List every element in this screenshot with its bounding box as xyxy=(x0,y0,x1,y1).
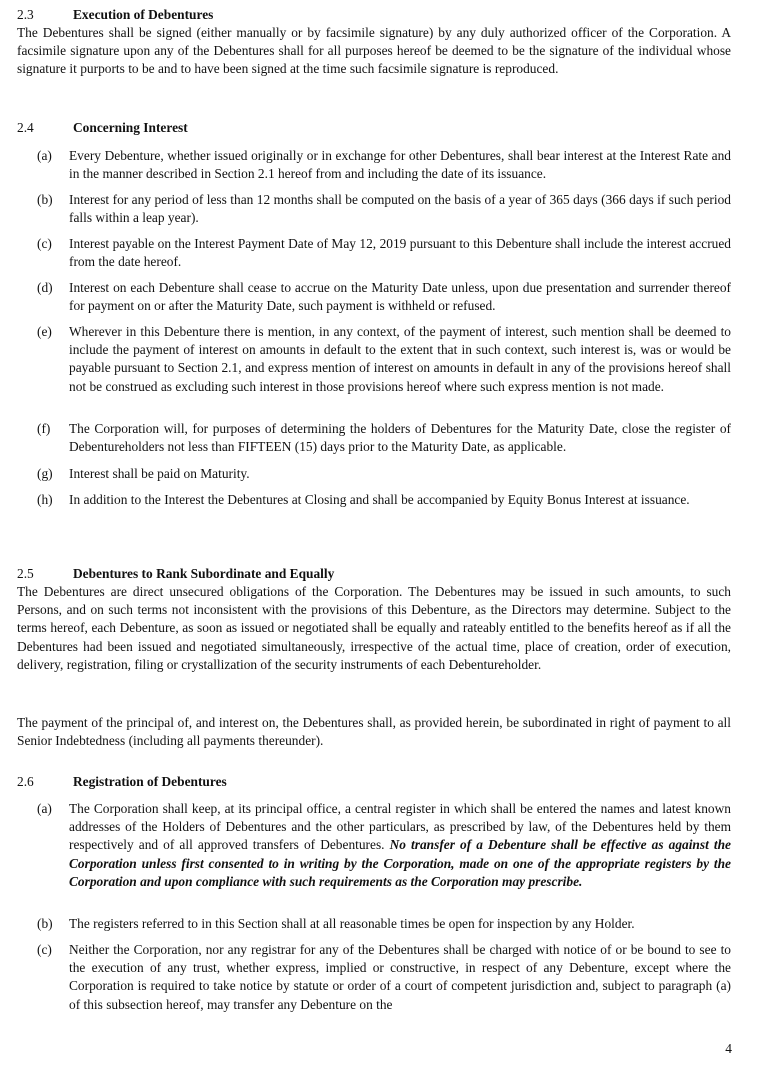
list-item xyxy=(37,279,731,315)
section-2-6-heading xyxy=(17,773,227,791)
section-2-3-heading xyxy=(17,6,213,24)
item-text-plain: The Corporation shall keep, at its principal office, a central register in which shall be entered the names and latest known addresses of the Holders of Debentures and the other particulars, as prescribed by law, of the Debentures held by them respectively and of all approved transfers of Debentures. xyxy=(69,801,731,853)
item-text: Every Debenture, whether issued originally or in exchange for other Debentures, shall bear interest at the Interest Rate and in the manner described in Section 2.1 hereof from and including the date of its issuance. xyxy=(69,148,731,182)
list-item xyxy=(37,941,731,1014)
item-label: (a) xyxy=(37,148,52,163)
item-label: (d) xyxy=(37,280,53,295)
section-2-5-subordination: The payment of the principal of, and interest on, the Debentures shall, as provided herein, be subordinated in right of payment to all Senior Indebtedness (including all payments thereunder). xyxy=(17,715,731,749)
section-number: 2.3 xyxy=(17,7,34,22)
list-item xyxy=(37,323,731,396)
list-item xyxy=(37,465,731,483)
item-text xyxy=(69,800,731,891)
list-item xyxy=(37,800,731,891)
item-text: The registers referred to in this Section shall at all reasonable times be open for inspection by any Holder. xyxy=(69,916,635,931)
section-number: 2.4 xyxy=(17,120,34,135)
item-text: In addition to the Interest the Debentures at Closing and shall be accompanied by Equity Bonus Interest at issuance. xyxy=(69,492,690,507)
section-number: 2.5 xyxy=(17,566,34,581)
item-label: (e) xyxy=(37,324,52,339)
section-number: 2.6 xyxy=(17,774,34,789)
item-label: (b) xyxy=(37,916,53,931)
list-item xyxy=(37,235,731,271)
section-title: Debentures to Rank Subordinate and Equally xyxy=(73,566,335,581)
item-label: (f) xyxy=(37,421,51,436)
item-label: (b) xyxy=(37,192,53,207)
list-item xyxy=(37,915,731,933)
list-item xyxy=(37,420,731,456)
item-text: Wherever in this Debenture there is mention, in any context, of the payment of interest, such mention shall be deemed to include the payment of interest on amounts in default to the extent that in such context, such interest is, was or would be payable pursuant to Section 2.1, and express mention of interest on amounts in default in any of the provisions hereof shall not be construed as excluding such interest in those provisions hereof where such express mention is not made. xyxy=(69,324,731,394)
list-item xyxy=(37,147,731,183)
item-text: Interest on each Debenture shall cease to accrue on the Maturity Date unless, upon due presentation and surrender thereof for payment on or after the Maturity Date, such payment is withheld or refused. xyxy=(69,280,731,314)
list-item xyxy=(37,191,731,227)
page-number: 4 xyxy=(725,1041,732,1056)
section-2-3-body: The Debentures shall be signed (either manually or by facsimile signature) by any duly authorized officer of the Corporation. A facsimile signature upon any of the Debentures shall for all purposes hereof be deemed to be the signature of the individual whose signature it purports to be and to have been signed at the time such facsimile signature is reproduced. xyxy=(17,25,731,77)
item-label: (c) xyxy=(37,236,52,251)
item-text: Interest shall be paid on Maturity. xyxy=(69,466,250,481)
item-label: (a) xyxy=(37,801,52,816)
item-text: The Corporation will, for purposes of determining the holders of Debentures for the Maturity Date, close the register of Debentureholders not less than FIFTEEN (15) days prior to the Maturity Date, as applicable. xyxy=(69,421,731,455)
section-title: Registration of Debentures xyxy=(73,774,227,789)
item-label: (h) xyxy=(37,492,53,507)
item-text: Neither the Corporation, nor any registrar for any of the Debentures shall be charged with notice of or be bound to see to the execution of any trust, whether express, implied or constructive, in respect of any Debenture, except where the Corporation is required to take notice by statute or order of a court of competent jurisdiction and, subject to paragraph (a) of this subsection hereof, may transfer any Debenture on the xyxy=(69,942,731,1012)
item-text-emphasis: No transfer of a Debenture shall be effective as against the Corporation unless first consented to in writing by the Corporation, made on one of the appropriate registers by the Corporation and upon compliance with such requirements as the Corporation may prescribe. xyxy=(69,837,732,889)
item-label: (g) xyxy=(37,466,53,481)
item-text: Interest payable on the Interest Payment Date of May 12, 2019 pursuant to this Debenture shall include the interest accrued from the date hereof. xyxy=(69,236,731,270)
section-2-5-body: The Debentures are direct unsecured obligations of the Corporation. The Debentures may be issued in such amounts, to such Persons, and on such terms not inconsistent with the provisions of this Debenture, as the Directors may determine. Subject to the terms hereof, each Debenture, as soon as issued or negotiated shall be equally and rateably entitled to the benefits hereof as if all the Debentures had been issued and negotiated simultaneously, irrespective of the actual time, place of creation, order of execution, delivery, registration, filing or crystallization of the security instruments of each Debentureholder. xyxy=(17,584,731,672)
section-2-5-heading xyxy=(17,565,334,583)
list-item xyxy=(37,491,731,509)
section-title: Concerning Interest xyxy=(73,120,188,135)
section-title: Execution of Debentures xyxy=(73,7,214,22)
item-label: (c) xyxy=(37,942,52,957)
item-text: Interest for any period of less than 12 months shall be computed on the basis of a year of 365 days (366 days if such period falls within a leap year). xyxy=(69,192,731,226)
section-2-4-heading xyxy=(17,119,188,137)
